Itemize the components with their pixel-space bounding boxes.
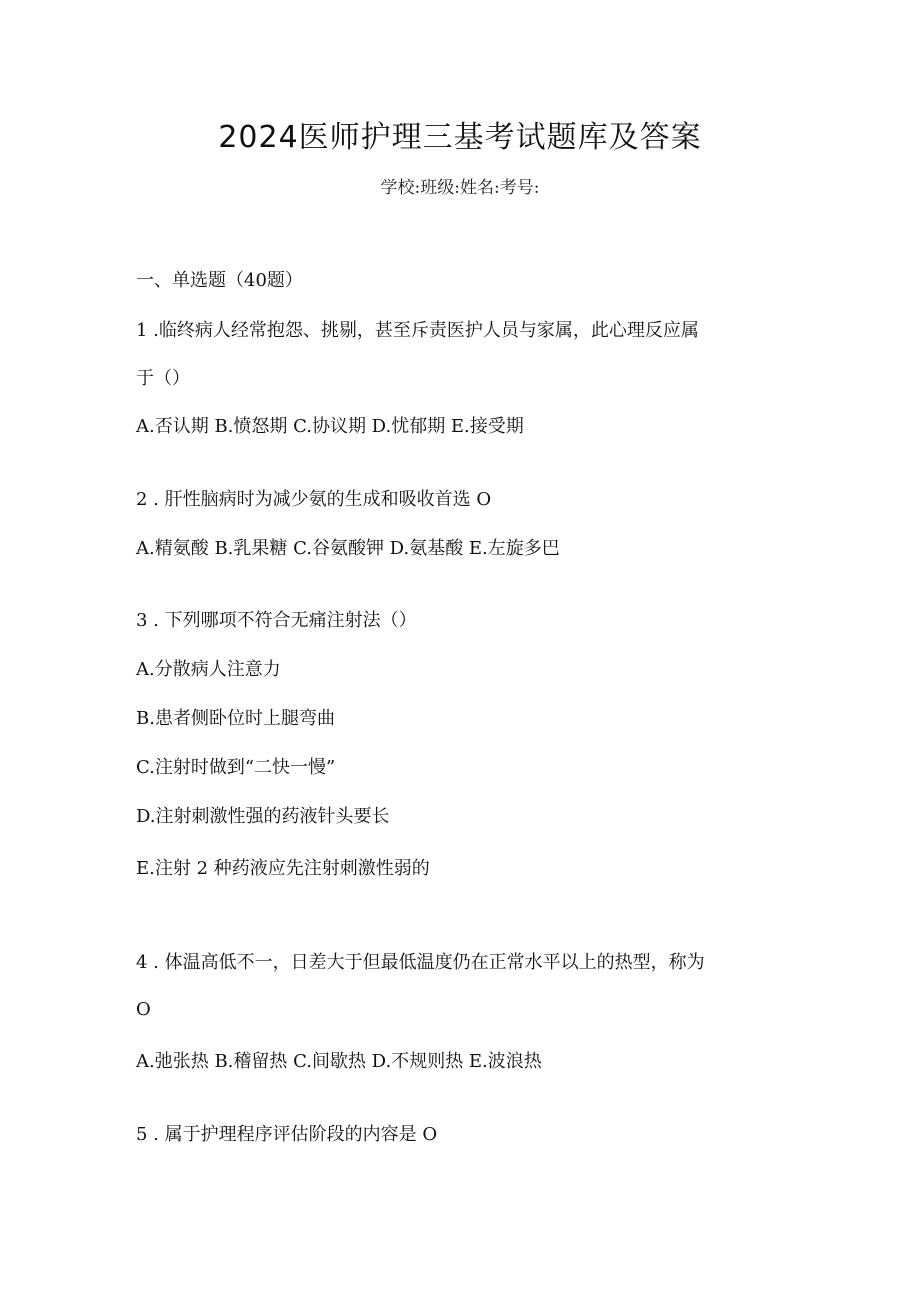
- question-3-stem: 3 . 下列哪项不符合无痛注射法（）: [136, 610, 417, 631]
- document-subtitle: 学校:班级:姓名:考号:: [380, 178, 540, 198]
- question-5-stem: 5 . 属于护理程序评估阶段的内容是 O: [136, 1124, 438, 1145]
- question-4-stem-line-1: 4 . 体温高低不一，日差大于但最低温度仍在正常水平以上的热型，称为: [136, 952, 705, 973]
- question-1-stem-line-1: 1 .临终病人经常抱怨、挑剔，甚至斥责医护人员与家属，此心理反应属: [136, 320, 699, 341]
- question-4-options: A.弛张热 B.稽留热 C.间歇热 D.不规则热 E.波浪热: [136, 1051, 542, 1072]
- question-1-options: A.否认期 B.愤怒期 C.协议期 D.忧郁期 E.接受期: [136, 416, 524, 437]
- document-title: 2024医师护理三基考试题库及答案: [218, 120, 702, 155]
- question-2-stem: 2 . 肝性脑病时为减少氨的生成和吸收首选 O: [136, 489, 492, 510]
- question-4-stem-line-2: O: [136, 999, 151, 1020]
- question-3-option-a: A.分散病人注意力: [136, 659, 281, 680]
- question-3-option-c: C.注射时做到“二快一慢”: [136, 757, 336, 778]
- question-2-options: A.精氨酸 B.乳果糖 C.谷氨酸钾 D.氨基酸 E.左旋多巴: [136, 538, 560, 559]
- question-1-stem-line-2: 于（）: [136, 368, 190, 389]
- section-heading: 一、单选题（40题）: [136, 270, 303, 291]
- question-3-option-e: E.注射 2 种药液应先注射刺激性弱的: [136, 858, 430, 879]
- question-3-option-d: D.注射刺激性强的药液针头要长: [136, 806, 390, 827]
- question-3-option-b: B.患者侧卧位时上腿弯曲: [136, 708, 335, 729]
